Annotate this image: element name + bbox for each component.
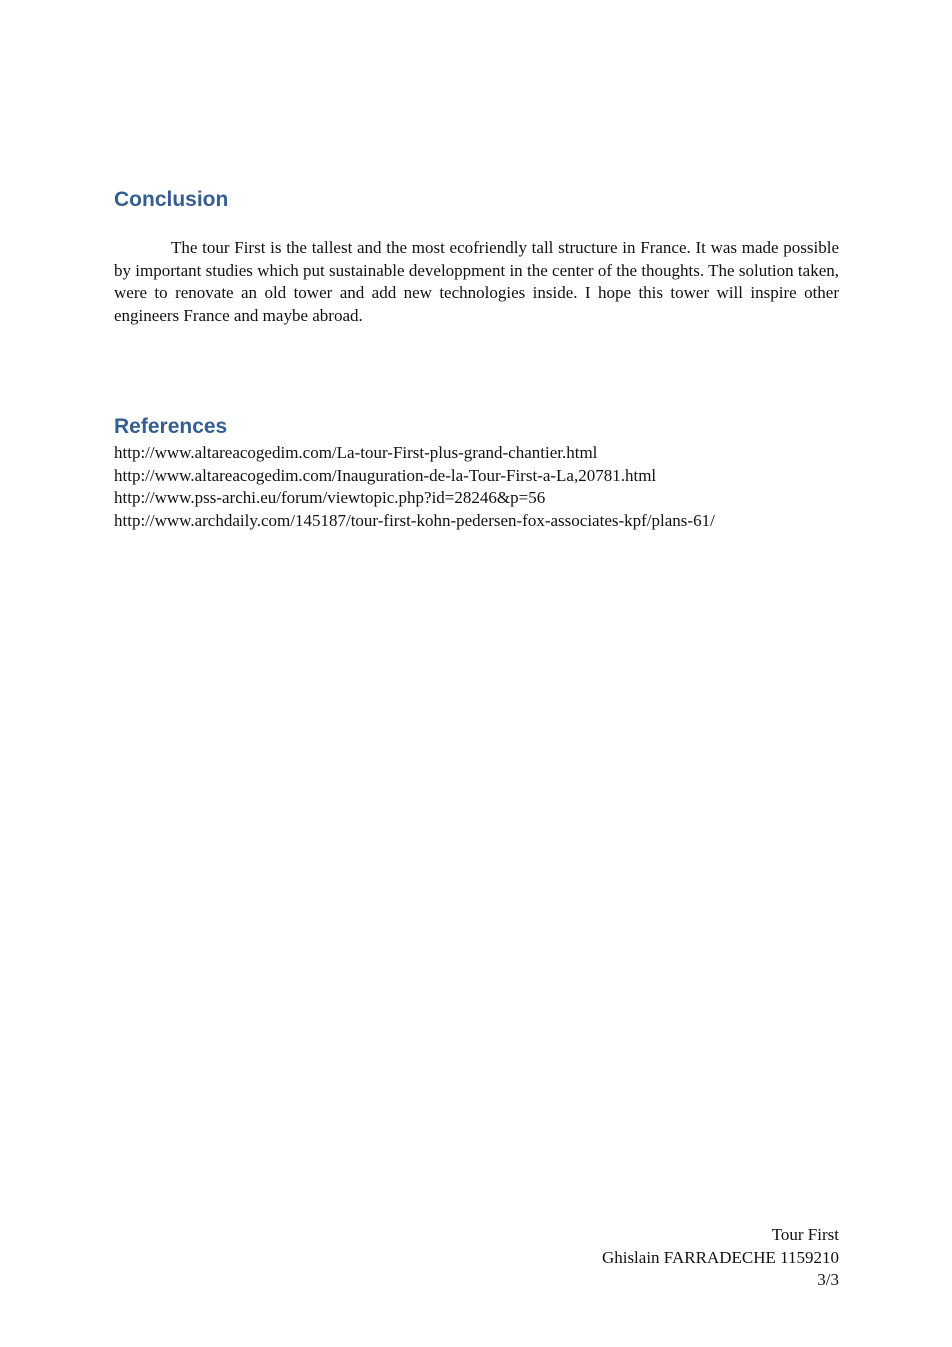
reference-item — [114, 465, 839, 488]
reference-item — [114, 442, 839, 465]
reference-link-2[interactable]: http://www.altareacogedim.com/Inauguration-de-la-Tour-First-a-La,20781.html — [114, 465, 657, 485]
page-footer — [602, 1224, 839, 1292]
reference-link-3[interactable]: http://www.pss-archi.eu/forum/viewtopic.php?id=28246&p=56 — [114, 488, 546, 507]
footer-title: Tour First — [771, 1225, 839, 1244]
reference-link-1[interactable]: http://www.altareacogedim.com/La-tour-First-plus-grand-chantier.html — [114, 443, 598, 462]
conclusion-paragraph: The tour First is the tallest and the most ecofriendly tall structure in France. It was made possible by important studies which put sustainable developpment in the center of the thoughts. The solution taken, were to renovate an old tower and add new technologies inside. I hope this tower will inspire other engineers France and maybe abroad. — [114, 238, 839, 325]
reference-item — [114, 510, 839, 533]
footer-author: Ghislain FARRADECHE 1159210 — [601, 1247, 839, 1267]
reference-link-4[interactable]: http://www.archdaily.com/145187/tour-first-kohn-pedersen-fox-associates-kpf/plans-61/ — [114, 510, 715, 530]
references-heading: References — [114, 415, 228, 438]
references-list — [114, 442, 839, 532]
footer-page-number: 3/3 — [817, 1270, 839, 1289]
conclusion-heading: Conclusion — [114, 188, 229, 211]
reference-item — [114, 487, 839, 510]
